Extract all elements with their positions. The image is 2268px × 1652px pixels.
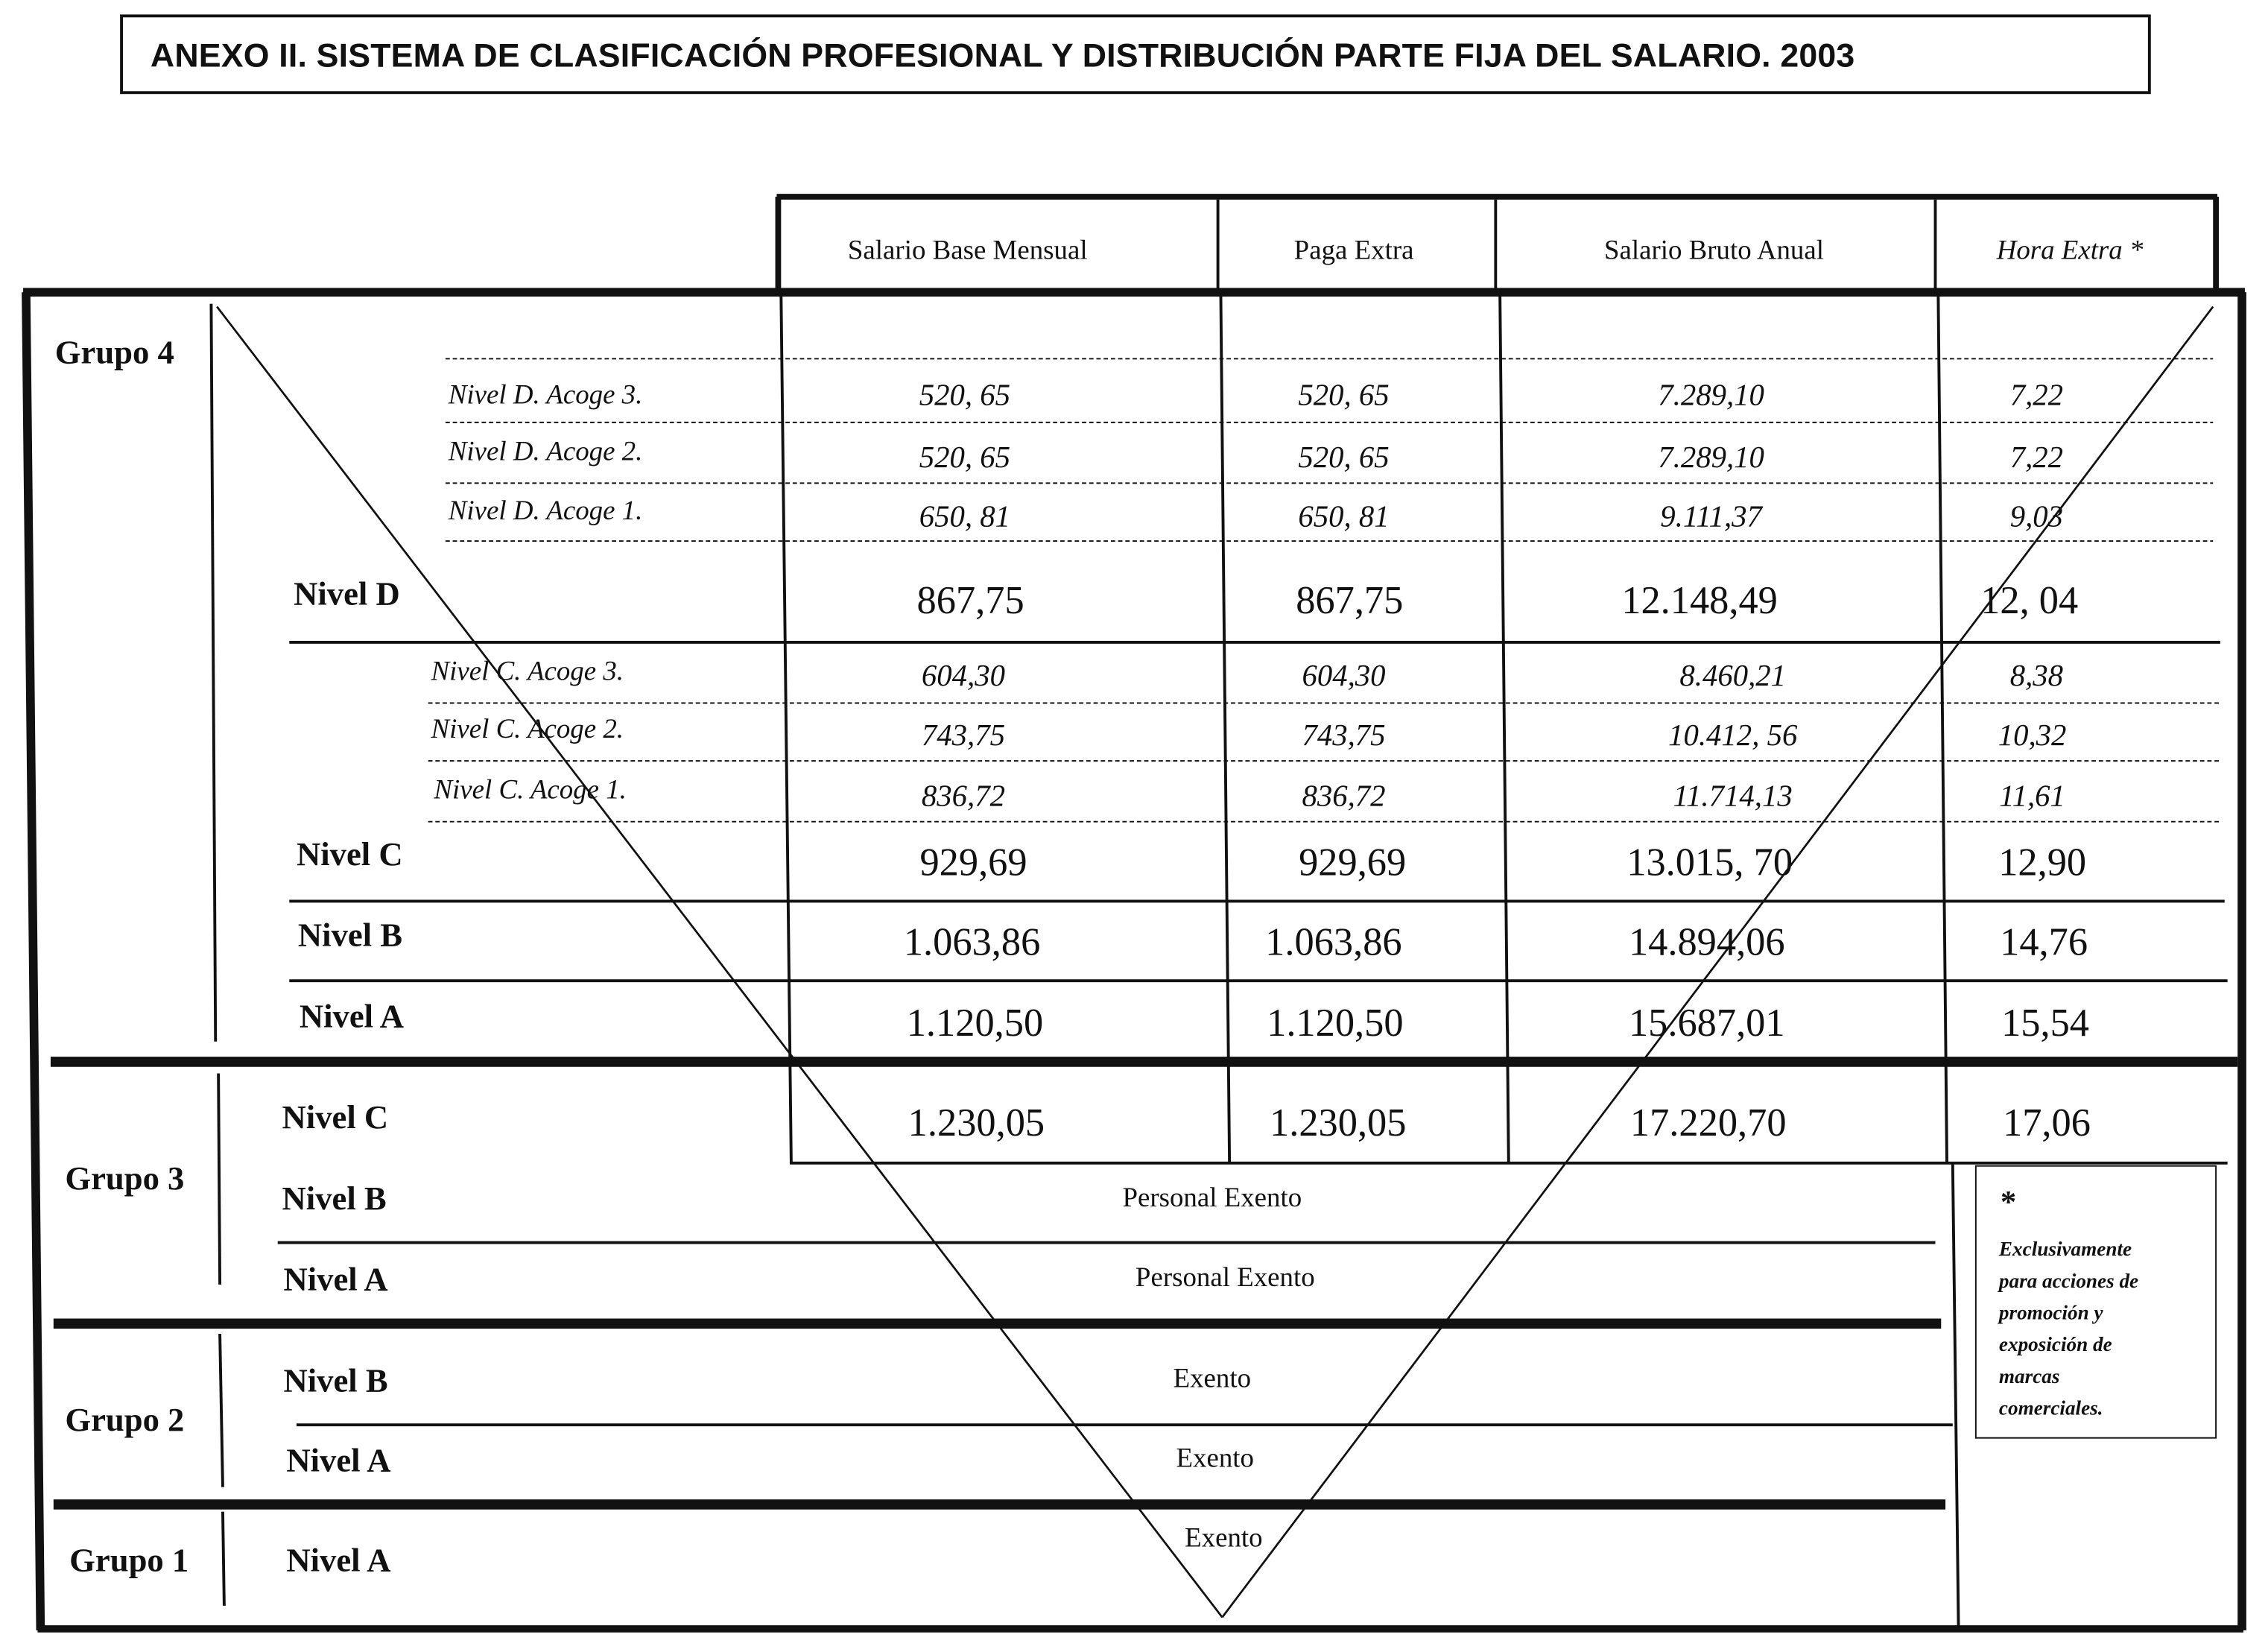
cell-hora-extra: 15,54 xyxy=(2001,1001,2090,1045)
group-label-4: Grupo 4 xyxy=(54,334,174,370)
row-label: Nivel C. Acoge 3. xyxy=(431,656,624,688)
cell-salario-base: 836,72 xyxy=(921,778,1005,814)
footnote-line: comerciales. xyxy=(1998,1399,2103,1421)
cell-salario-base: 867,75 xyxy=(916,578,1024,622)
cell-salario-bruto: 15.687,01 xyxy=(1628,1001,1785,1045)
row-label: Nivel A xyxy=(283,1261,388,1298)
cell-hora-extra: 7,22 xyxy=(2009,440,2064,475)
cell-hora-extra: 11,61 xyxy=(1999,778,2065,814)
row-label: Nivel A xyxy=(299,998,405,1035)
cell-paga-extra: 520, 65 xyxy=(1298,377,1390,413)
column-header-hora-extra: Hora Extra * xyxy=(1996,235,2144,267)
cell-hora-extra: 8,38 xyxy=(2009,658,2064,693)
cell-hora-extra: 12,90 xyxy=(1998,840,2087,884)
row-label: Nivel D xyxy=(294,575,400,613)
cell-salario-bruto: 14.894,06 xyxy=(1628,920,1785,963)
footnote-text xyxy=(1999,1235,2138,1426)
row-label: Nivel C xyxy=(296,836,403,873)
cell-exento: Personal Exento xyxy=(1122,1183,1302,1214)
cell-paga-extra: 929,69 xyxy=(1299,840,1407,884)
cell-salario-bruto: 9.111,37 xyxy=(1660,499,1762,534)
cell-paga-extra: 520, 65 xyxy=(1298,440,1390,475)
cell-paga-extra: 1.120,50 xyxy=(1267,1001,1404,1045)
cell-hora-extra: 10,32 xyxy=(1998,717,2067,753)
row-label: Nivel C xyxy=(282,1099,389,1136)
cell-hora-extra: 17,06 xyxy=(2003,1101,2091,1145)
cell-paga-extra: 867,75 xyxy=(1296,578,1404,622)
cell-paga-extra: 1.063,86 xyxy=(1265,920,1402,963)
cell-salario-bruto: 8.460,21 xyxy=(1679,658,1787,693)
cell-salario-base: 1.230,05 xyxy=(907,1101,1045,1145)
row-label: Nivel D. Acoge 3. xyxy=(448,380,643,411)
cell-salario-bruto: 17.220,70 xyxy=(1629,1101,1787,1145)
cell-paga-extra: 1.230,05 xyxy=(1270,1101,1407,1145)
footnote-line: marcas xyxy=(1998,1367,2060,1389)
cell-exento: Personal Exento xyxy=(1135,1262,1315,1294)
cell-salario-base: 929,69 xyxy=(919,840,1027,884)
cell-salario-bruto: 7.289,10 xyxy=(1658,440,1764,475)
cell-exento: Exento xyxy=(1173,1364,1252,1395)
cell-exento: Exento xyxy=(1176,1443,1254,1475)
column-header-salario-bruto-anual: Salario Bruto Anual xyxy=(1603,235,1825,267)
footnote-line: promoción y xyxy=(1998,1303,2103,1326)
cell-salario-bruto: 7.289,10 xyxy=(1658,377,1764,413)
cell-paga-extra: 650, 81 xyxy=(1298,499,1390,534)
row-label: Nivel D. Acoge 1. xyxy=(448,496,643,527)
cell-paga-extra: 743,75 xyxy=(1302,717,1386,753)
cell-salario-bruto: 12.148,49 xyxy=(1621,578,1778,622)
cell-salario-base: 743,75 xyxy=(921,717,1005,753)
column-header-paga-extra: Paga Extra xyxy=(1293,235,1414,267)
cell-paga-extra: 836,72 xyxy=(1302,778,1386,814)
cell-paga-extra: 604,30 xyxy=(1302,658,1386,693)
column-header-salario-base: Salario Base Mensual xyxy=(847,235,1088,267)
document-title: ANEXO II. SISTEMA DE CLASIFICACIÓN PROFESIONAL Y DISTRIBUCIÓN PARTE FIJA DEL SALARIO. 2003 xyxy=(150,36,1855,75)
group-label-3: Grupo 3 xyxy=(65,1159,185,1197)
row-label: Nivel B xyxy=(297,917,403,954)
cell-salario-bruto: 10.412, 56 xyxy=(1668,717,1798,753)
footnote-marker: * xyxy=(2000,1183,2017,1220)
cell-salario-base: 1.063,86 xyxy=(903,920,1041,963)
row-label: Nivel C. Acoge 1. xyxy=(434,775,627,806)
footnote-line: para acciones de xyxy=(1998,1271,2139,1294)
row-label: Nivel A xyxy=(286,1542,391,1578)
row-label: Nivel B xyxy=(283,1362,388,1399)
cell-hora-extra: 7,22 xyxy=(2009,377,2064,413)
cell-salario-base: 650, 81 xyxy=(919,499,1011,534)
cell-salario-bruto: 13.015, 70 xyxy=(1626,840,1793,884)
cell-salario-base: 604,30 xyxy=(921,658,1005,693)
footnote-line: exposición de xyxy=(1998,1335,2112,1357)
cell-salario-base: 520, 65 xyxy=(919,377,1011,413)
cell-salario-bruto: 11.714,13 xyxy=(1673,778,1793,814)
cell-salario-base: 1.120,50 xyxy=(906,1001,1044,1045)
footnote-line: Exclusivamente xyxy=(1998,1239,2132,1262)
cell-salario-base: 520, 65 xyxy=(919,440,1011,475)
group-label-1: Grupo 1 xyxy=(69,1542,189,1578)
cell-hora-extra: 14,76 xyxy=(2000,920,2088,963)
group-label-2: Grupo 2 xyxy=(65,1402,185,1438)
row-label: Nivel D. Acoge 2. xyxy=(448,437,643,468)
row-label: Nivel A xyxy=(286,1442,391,1479)
row-label: Nivel C. Acoge 2. xyxy=(431,715,624,745)
row-label: Nivel B xyxy=(282,1180,387,1217)
cell-hora-extra: 9,03 xyxy=(2009,499,2064,534)
cell-hora-extra: 12, 04 xyxy=(1980,578,2079,622)
cell-exento: Exento xyxy=(1185,1523,1263,1554)
